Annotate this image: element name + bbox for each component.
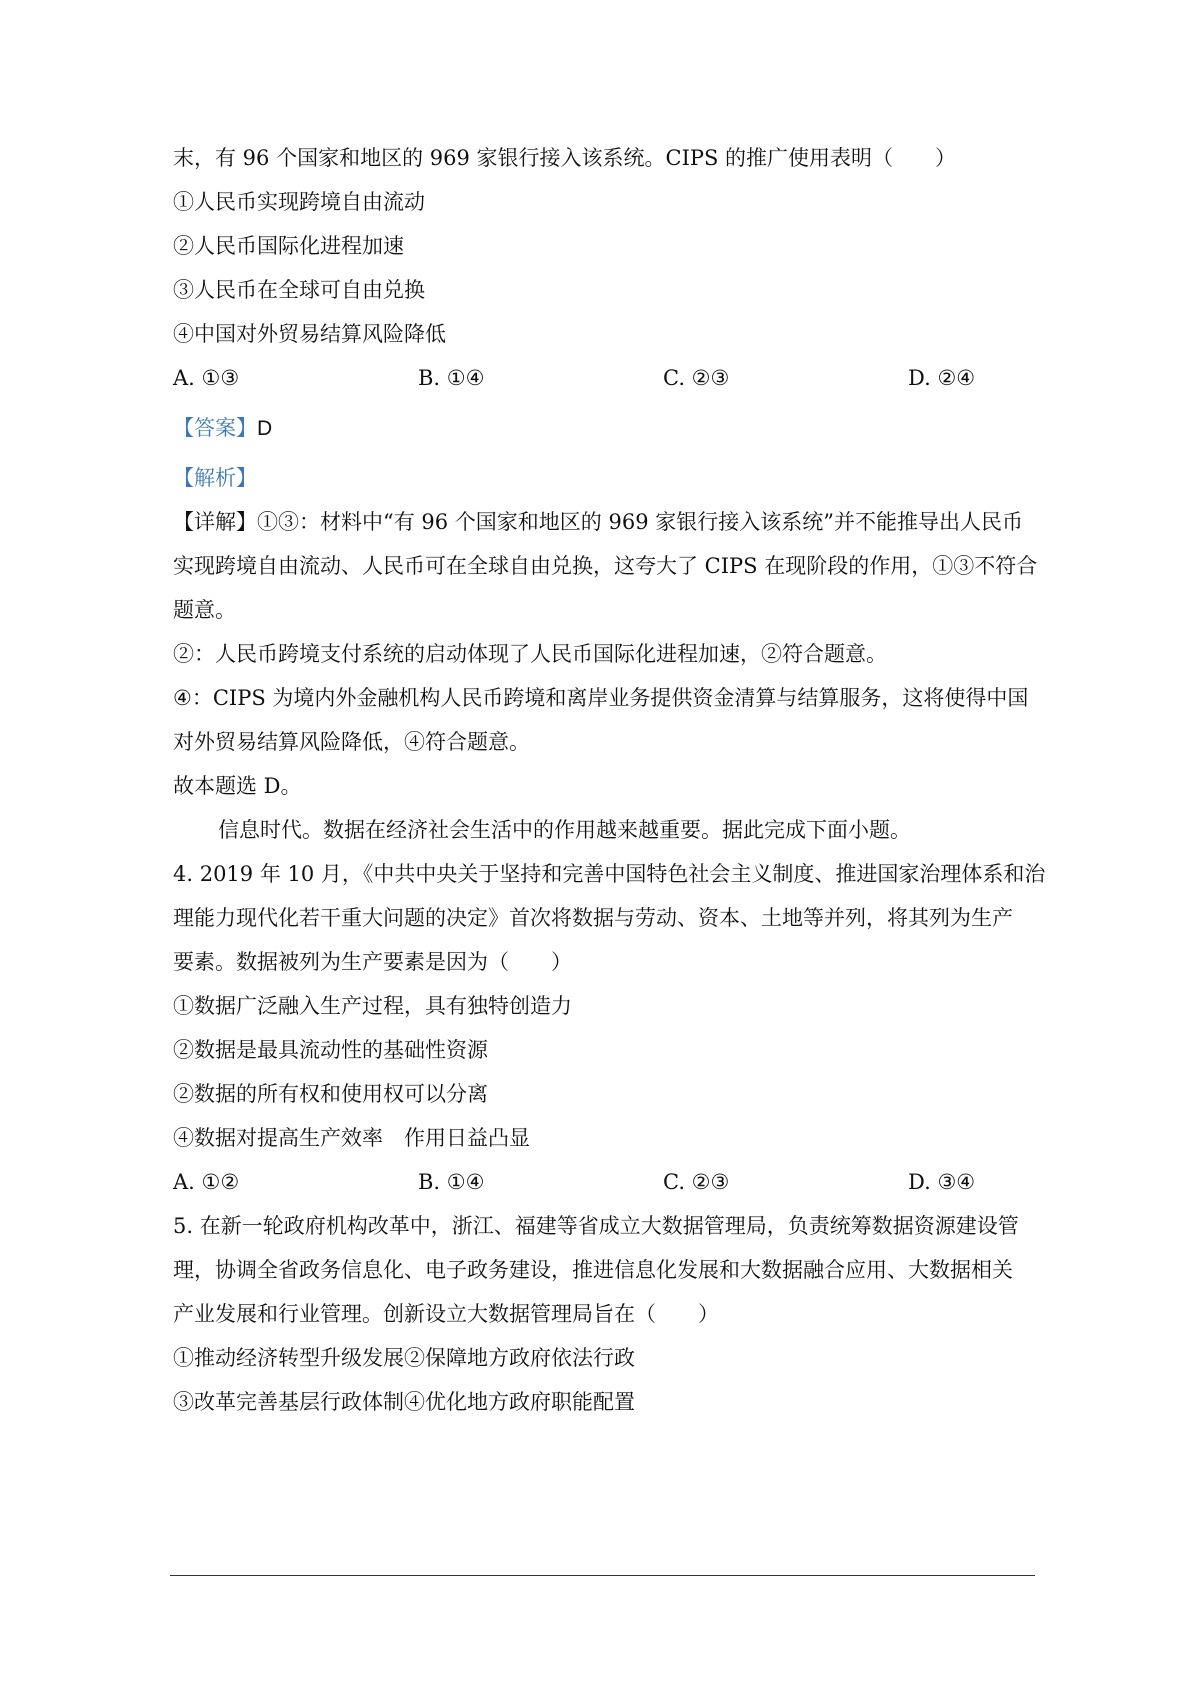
answer-label: 【答案】 xyxy=(173,416,257,440)
q3-item-1: ①人民币实现跨境自由流动 xyxy=(173,190,425,214)
detail-line-3: 题意。 xyxy=(173,598,236,622)
q3-stem-end: 末，有 96 个国家和地区的 969 家银行接入该系统。CIPS 的推广使用表明（ ） xyxy=(173,146,957,170)
q4-item-4: ④数据对提高生产效率 作用日益凸显 xyxy=(173,1126,530,1150)
q4-item-1: ①数据广泛融入生产过程，具有独特创造力 xyxy=(173,994,572,1018)
q4-item-3: ②数据的所有权和使用权可以分离 xyxy=(173,1082,488,1106)
q4-stem-3: 要素。数据被列为生产要素是因为（ ） xyxy=(173,950,572,974)
q5-item-2: ③改革完善基层行政体制④优化地方政府职能配置 xyxy=(173,1390,635,1414)
q3-answer xyxy=(173,414,272,443)
q5-stem-2: 理，协调全省政务信息化、电子政务建设，推进信息化发展和大数据融合应用、大数据相关 xyxy=(173,1258,1013,1282)
q4-stem-1: 4. 2019 年 10 月，《中共中央关于坚持和完善中国特色社会主义制度、推进国家治理体系和治 xyxy=(173,862,1046,886)
q4-option-d: D. ③④ xyxy=(908,1170,976,1194)
q3-item-4: ④中国对外贸易结算风险降低 xyxy=(173,322,446,346)
detail-line-1: 【详解】①③：材料中“有 96 个国家和地区的 969 家银行接入该系统”并不能推导出人民币 xyxy=(173,510,1023,534)
q3-option-c: C. ②③ xyxy=(663,366,730,390)
detail-line-5: ④：CIPS 为境内外金融机构人民币跨境和离岸业务提供资金清算与结算服务，这将使得中国 xyxy=(173,686,1029,710)
analysis-label: 【解析】 xyxy=(173,466,257,490)
q5-item-1: ①推动经济转型升级发展②保障地方政府依法行政 xyxy=(173,1346,635,1370)
q5-stem-3: 产业发展和行业管理。创新设立大数据管理局旨在（ ） xyxy=(173,1302,719,1326)
detail-line-7: 故本题选 D。 xyxy=(173,774,302,798)
detail-line-4: ②：人民币跨境支付系统的启动体现了人民币国际化进程加速，②符合题意。 xyxy=(173,642,887,666)
q3-option-d: D. ②④ xyxy=(908,366,976,390)
material-text: 信息时代。数据在经济社会生活中的作用越来越重要。据此完成下面小题。 xyxy=(218,818,911,842)
q3-option-b: B. ①④ xyxy=(418,366,485,390)
answer-value: D xyxy=(257,417,273,440)
q5-stem-1: 5. 在新一轮政府机构改革中，浙江、福建等省成立大数据管理局，负责统筹数据资源建设管 xyxy=(173,1214,1019,1238)
q4-item-2: ②数据是最具流动性的基础性资源 xyxy=(173,1038,488,1062)
q4-option-b: B. ①④ xyxy=(418,1170,485,1194)
q4-option-a: A. ①② xyxy=(173,1170,240,1194)
q3-item-2: ②人民币国际化进程加速 xyxy=(173,234,404,258)
q3-item-3: ③人民币在全球可自由兑换 xyxy=(173,278,425,302)
q4-stem-2: 理能力现代化若干重大问题的决定》首次将数据与劳动、资本、土地等并列，将其列为生产 xyxy=(173,906,1013,930)
q4-option-c: C. ②③ xyxy=(663,1170,730,1194)
detail-line-6: 对外贸易结算风险降低，④符合题意。 xyxy=(173,730,530,754)
q3-option-a: A. ①③ xyxy=(173,366,240,390)
footer-rule xyxy=(170,1575,1035,1576)
detail-line-2: 实现跨境自由流动、人民币可在全球自由兑换，这夸大了 CIPS 在现阶段的作用，①③不符合 xyxy=(173,554,1038,578)
